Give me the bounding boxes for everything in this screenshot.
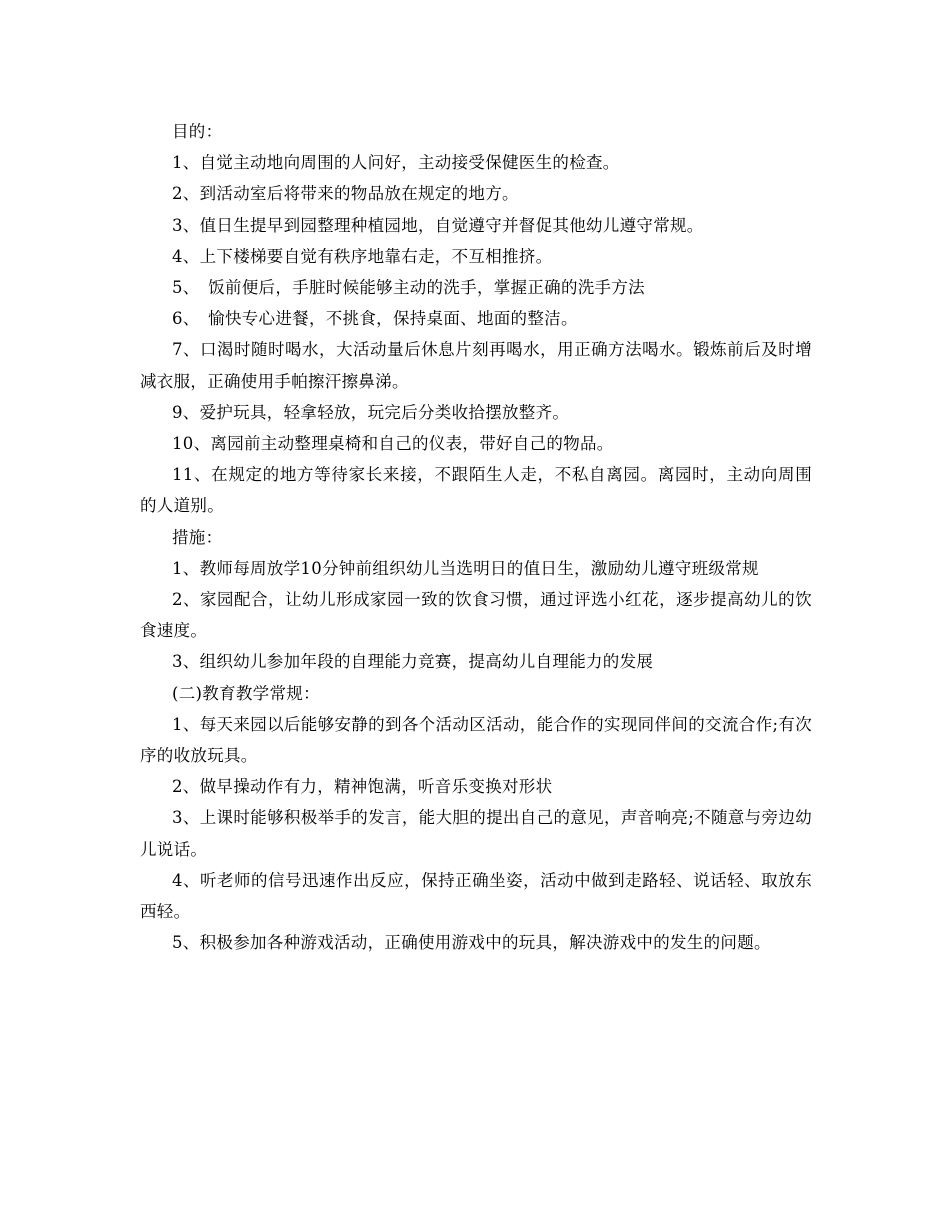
paragraph-purpose-heading: 目的： (172, 122, 223, 141)
document-page (140, 116, 812, 958)
paragraph-section-heading: (二)教育教学常规： (172, 683, 320, 703)
paragraph-item: 4、上下楼梯要自觉有秩序地靠右走，不互相推挤。 (172, 246, 553, 266)
paragraph-item: 2、到活动室后将带来的物品放在规定的地方。 (172, 184, 519, 204)
paragraph-item: 4、听老师的信号迅速作出反应，保持正确坐姿，活动中做到走路轻、说话轻、取放东西轻。 (140, 870, 812, 922)
paragraph-item: 5、积极参加各种游戏活动，正确使用游戏中的玩具，解决游戏中的发生的问题。 (172, 933, 771, 953)
paragraph-item: 7、口渴时随时喝水，大活动量后休息片刻再喝水，用正确方法喝水。锻炼前后及时增减衣服，正确使用手帕擦汗擦鼻涕。 (140, 340, 812, 391)
paragraph-item: 6、 愉快专心进餐，不挑食，保持桌面、地面的整洁。 (172, 309, 578, 329)
paragraph-item: 3、上课时能够积极举手的发言，能大胆的提出自己的意见，声音响亮;不随意与旁边幼儿说话。 (140, 808, 812, 859)
paragraph-item: 1、自觉主动地向周围的人问好，主动接受保健医生的检查。 (172, 153, 620, 173)
paragraph-item: 2、做早操动作有力，精神饱满，听音乐变换对形状 (172, 777, 553, 797)
paragraph-item: 1、教师每周放学10分钟前组织幼儿当选明日的值日生，激励幼儿遵守班级常规 (172, 558, 759, 578)
paragraph-item: 1、每天来园以后能够安静的到各个活动区活动，能合作的实现同伴间的交流合作;有次序的收放玩具。 (140, 714, 812, 766)
paragraph-item: 9、爱护玩具，轻拿轻放，玩完后分类收拾摆放整齐。 (172, 402, 570, 422)
paragraph-measures-heading: 措施： (172, 527, 223, 547)
paragraph-item: 11、在规定的地方等待家长来接，不跟陌生人走，不私自离园。离园时，主动向周围的人道别。 (140, 465, 812, 516)
paragraph-item: 3、组织幼儿参加年段的自理能力竞赛，提高幼儿自理能力的发展 (172, 652, 654, 672)
paragraph-item: 5、 饭前便后，手脏时候能够主动的洗手，掌握正确的洗手方法 (172, 278, 645, 298)
paragraph-item: 10、离园前主动整理桌椅和自己的仪表，带好自己的物品。 (172, 434, 614, 454)
paragraph-item: 3、值日生提早到园整理种植园地，自觉遵守并督促其他幼儿遵守常规。 (172, 215, 704, 235)
paragraph-item: 2、家园配合，让幼儿形成家园一致的饮食习惯，通过评选小红花，逐步提高幼儿的饮食速度。 (140, 590, 812, 641)
